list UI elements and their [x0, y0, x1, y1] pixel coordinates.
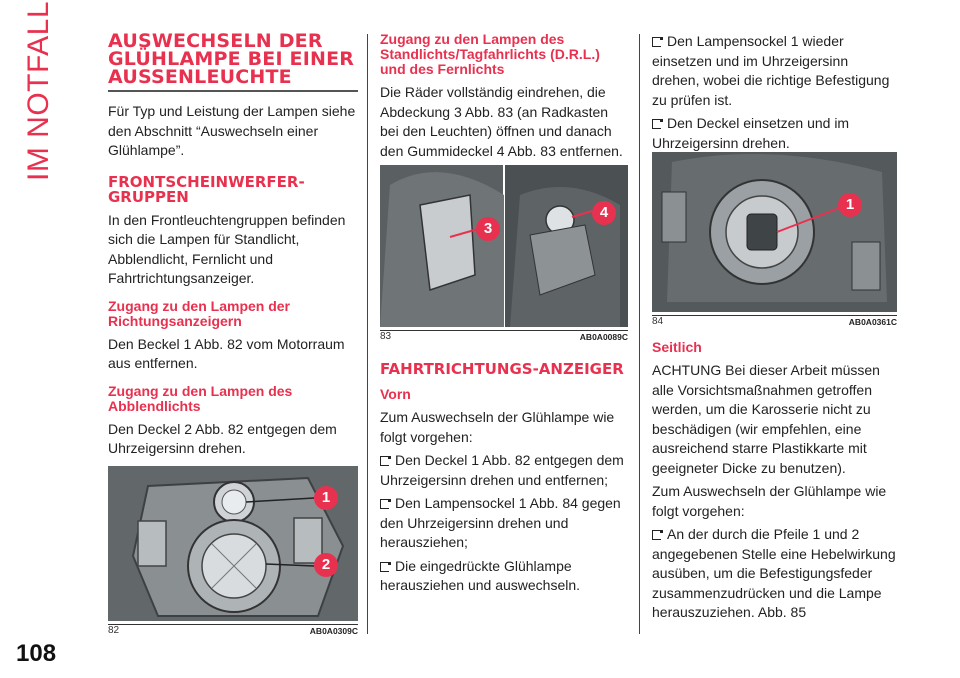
figure-84-number: 84: [652, 316, 664, 327]
figure-83-callout-4: 4: [592, 201, 616, 225]
figure-82-callout-1: 1: [314, 486, 338, 510]
figure-83-number: 83: [380, 331, 392, 342]
warning-paragraph: ACHTUNG Bei dieser Arbeit müssen alle Vorsichtsmaßnahmen getroffen werden, um die Karosserie nicht zu beschädigen (wir empfehlen, eine ausreichend starre Plastikkarte mit geeigneter Dicke zu benutzen).: [652, 362, 880, 476]
step-text: Den Lampensockel 1 wieder einsetzen und im Uhrzeigersinn drehen, wobei die richtige Befestigung zu prüfen ist.: [652, 33, 890, 108]
figure-84-code: AB0A0361C: [848, 317, 897, 327]
checkbox-bullet-icon: [380, 562, 389, 572]
figure-84-callout-1: 1: [838, 193, 862, 217]
section-heading-frontscheinwerfer: FRONTSCHEINWERFER-GRUPPEN: [108, 172, 305, 206]
page-number: 108: [16, 640, 57, 667]
checkbox-bullet-icon: [380, 499, 389, 509]
figure-83: [380, 165, 628, 345]
figure-82-callout-2: 2: [314, 553, 338, 577]
figure-84: [652, 152, 897, 332]
step-item: [380, 451, 628, 490]
column-1: [108, 32, 358, 463]
step-item: [652, 32, 897, 110]
checkbox-bullet-icon: [652, 37, 661, 47]
page-title: AUSWECHSELN DER GLÜHLAMPE BEI EINER AUSSENLEUCHTE: [108, 32, 358, 92]
subheading-vorn-text: Zum Auswechseln der Glühlampe wie folgt vorgehen:: [380, 409, 615, 445]
section-side-label: [14, 0, 74, 186]
subheading-richtungsanzeiger-text: Den Beckel 1 Abb. 82 vom Motorraum aus entfernen.: [108, 335, 345, 371]
lamp-socket-illustration: [652, 152, 897, 312]
figure-83-image: [380, 165, 628, 327]
figure-84-image: [652, 152, 897, 312]
subheading-standlicht: Zugang zu den Lampen des Standlichts/Tagfahrlichts (D.R.L.) und des Fernlichts: [380, 31, 600, 77]
step-text: Den Deckel einsetzen und im Uhrzeigersinn drehen.: [652, 115, 850, 151]
step-text: Den Lampensockel 1 Abb. 84 gegen den Uhrzeigersinn drehen und herausziehen;: [380, 495, 621, 550]
column-3: [652, 32, 897, 157]
section-label-text: IM NOTFALL: [22, 0, 55, 181]
figure-83-callout-3: 3: [476, 217, 500, 241]
column-2-lower: [380, 362, 628, 600]
procedure-intro: Zum Auswechseln der Glühlampe wie folgt vorgehen:: [652, 483, 887, 519]
step-item: [380, 557, 628, 596]
step-item: [380, 494, 628, 553]
checkbox-bullet-icon: [652, 530, 661, 540]
checkbox-bullet-icon: [652, 119, 661, 129]
subheading-richtungsanzeiger: Zugang zu den Lampen der Richtungsanzeigern: [108, 297, 291, 329]
figure-82: [108, 466, 358, 636]
subheading-standlicht-text: Die Räder vollständig eindrehen, die Abdeckung 3 Abb. 83 (an Radkasten bei den Leuchten) öffnen und danach den Gummideckel 4 Abb. 83 entfernen.: [380, 84, 623, 159]
step-item: [652, 525, 897, 623]
column-divider-left: [367, 34, 368, 634]
checkbox-bullet-icon: [380, 456, 389, 466]
column-2: [380, 32, 628, 165]
column-divider-right: [639, 34, 640, 634]
figure-83-caption-rule: [380, 330, 628, 331]
wheel-arch-illustration: [380, 165, 628, 327]
figure-84-caption-rule: [652, 315, 897, 316]
figure-82-code: AB0A0309C: [309, 626, 358, 636]
figure-82-number: 82: [108, 625, 120, 636]
figure-82-caption-rule: [108, 624, 358, 625]
section-heading-fahrtrichtungsanzeiger: FAHRTRICHTUNGS-ANZEIGER: [380, 360, 624, 378]
section-frontscheinwerfer-text: In den Frontleuchtengruppen befinden sich die Lampen für Standlicht, Abblendlicht, Fernlicht und Fahrtrichtungsanzeiger.: [108, 211, 346, 286]
intro-paragraph: Für Typ und Leistung der Lampen siehe den Abschnitt “Auswechseln einer Glühlampe”.: [108, 103, 356, 158]
subheading-vorn: Vorn: [380, 386, 411, 402]
step-item: [652, 114, 897, 153]
figure-83-code: AB0A0089C: [579, 332, 628, 342]
subheading-abblendlicht-text: Den Deckel 2 Abb. 82 entgegen dem Uhrzeigersinn drehen.: [108, 420, 337, 456]
step-text: An der durch die Pfeile 1 und 2 angegebenen Stelle eine Hebelwirkung ausüben, um die Befestigungsfeder zusammenzudrücken und die Lampe herauszuziehen. Abb. 85: [652, 526, 896, 620]
subheading-seitlich: Seitlich: [652, 339, 702, 355]
step-text: Die eingedrückte Glühlampe herausziehen und auswechseln.: [380, 557, 581, 593]
step-text: Den Deckel 1 Abb. 82 entgegen dem Uhrzeigersinn drehen und entfernen;: [380, 452, 624, 488]
column-3-lower: [652, 340, 897, 627]
subheading-abblendlicht: Zugang zu den Lampen des Abblendlichts: [108, 382, 293, 414]
